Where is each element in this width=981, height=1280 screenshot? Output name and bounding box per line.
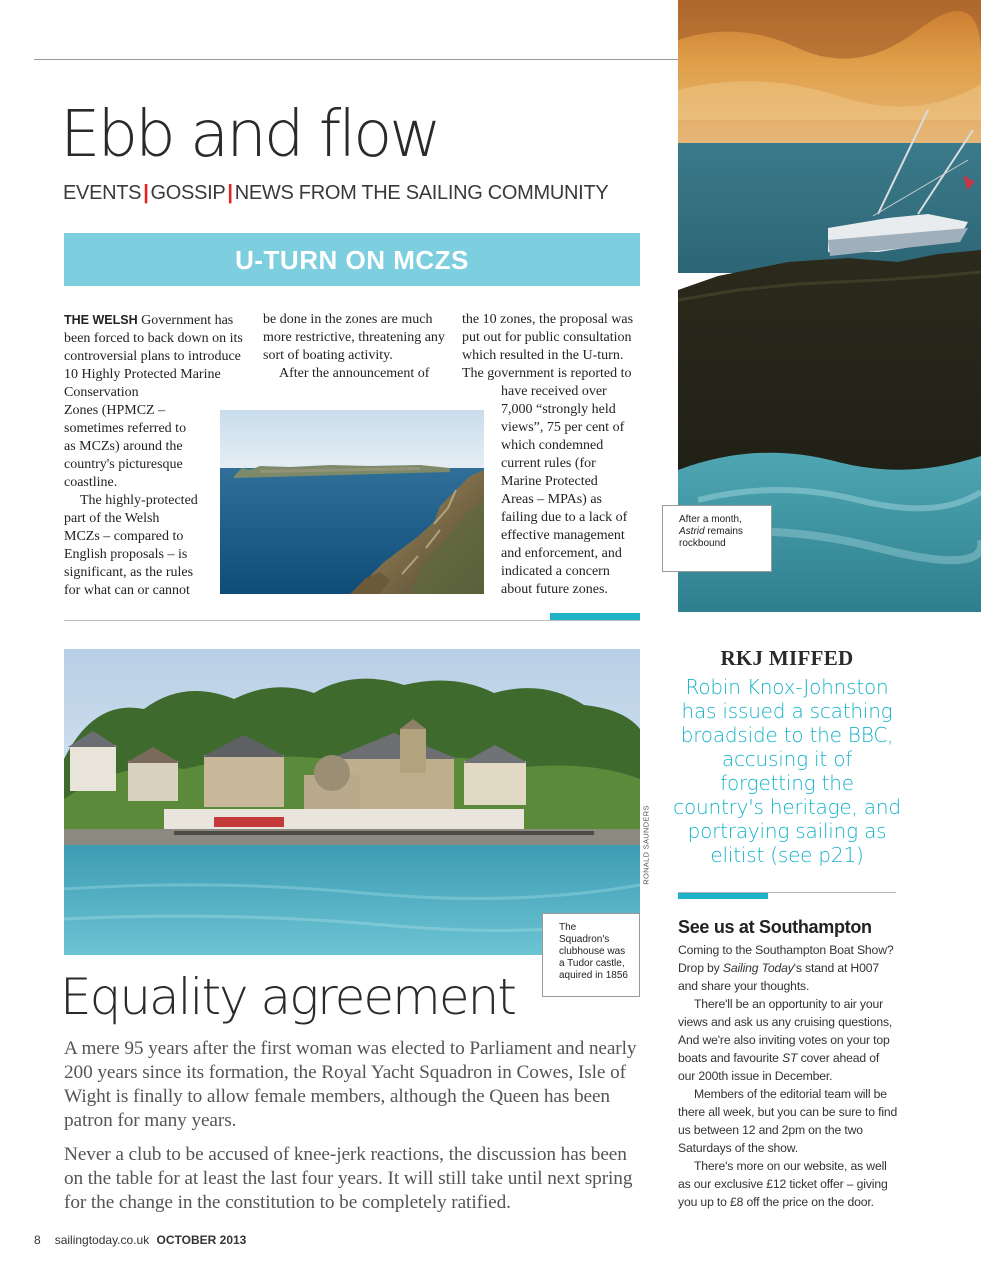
mcz-column-3 <box>462 311 642 599</box>
issue-date: OCTOBER 2013 <box>156 1233 247 1247</box>
mcz-paragraph-5-lines: have received over 7,000 “strongly held views”, 75 per cent of which condemned current rules (for Marine Protected Areas – MPAs) as failing due to a lack of effective management and enforcement, and indicated a concern about future zones. <box>501 384 628 597</box>
yacht-name: Astrid <box>679 526 705 537</box>
southampton-paragraph: There'll be an opportunity to air your views and ask us any cruising questions, And we're also inviting votes on your top boats and favourite ST cover ahead of our 200th issue in December. <box>678 997 893 1083</box>
magazine-abbrev: ST <box>782 1051 798 1065</box>
sidebar-accent-tab <box>678 893 768 899</box>
website: sailingtoday.co.uk <box>54 1233 150 1247</box>
mcz-paragraph-5: the 10 zones, the proposal was put out for public consultation which resulted in the U-turn. The government is reported to <box>462 312 634 381</box>
mcz-paragraph-3: be done in the zones are much more restrictive, threatening any sort of boating activity. <box>263 312 445 363</box>
cowes-waterfront-illustration <box>64 649 640 955</box>
mcz-banner: U-TURN ON MCZS <box>64 233 640 286</box>
kicker-news: NEWS FROM THE SAILING COMMUNITY <box>234 182 609 204</box>
rkj-pull-quote: Robin Knox-Johnston has issued a scathing broadside to the BBC, accusing it of forgetting the country's heritage, and portraying sailing as elitist (see p21) <box>673 675 901 867</box>
page-title: Ebb and flow <box>60 98 439 172</box>
mcz-paragraph-1-lines: Zones (HPMCZ – sometimes referred to as MCZs) around the country's picturesque coastline. <box>64 403 187 490</box>
royal-yacht-squadron-photo <box>64 649 640 955</box>
mcz-paragraph-1: THE WELSH Government has been forced to back down on its controversial plans to introduce 10 Highly Protected Marine Conservation <box>64 313 243 400</box>
kicker-events: EVENTS <box>63 182 142 204</box>
welsh-coast-photo <box>220 410 484 594</box>
rkj-heading: RKJ MIFFED <box>720 646 854 670</box>
welsh-coast-illustration <box>220 410 484 594</box>
magazine-name: Sailing Today <box>722 961 794 975</box>
mcz-paragraph-2-lines: part of the Welsh MCZs – compared to English proposals – is significant, as the rules for what can or cannot <box>64 511 194 598</box>
equality-paragraph-2: Never a club to be accused of knee-jerk reactions, the discussion has been on the table for at least the last four years. It will still take until next spring for the change in the constitution to be completely ratified. <box>64 1144 633 1213</box>
page-number: 8 <box>34 1233 41 1247</box>
southampton-paragraph: Coming to the Southampton Boat Show? Drop by Sailing Today's stand at H007 and share your thoughts. <box>678 943 894 993</box>
southampton-body <box>678 941 898 1211</box>
kicker-separator: | <box>227 182 233 204</box>
mcz-lead-in: THE WELSH <box>64 313 138 327</box>
equality-body <box>64 1037 646 1225</box>
mcz-paragraph-4: After the announcement of <box>279 366 430 381</box>
section-divider <box>64 620 640 621</box>
mcz-column-2 <box>263 311 447 383</box>
equality-title: Equality agreement <box>60 968 515 1026</box>
squadron-caption: The Squadron's clubhouse was a Tudor castle, aquired in 1856 <box>542 913 640 997</box>
mcz-paragraph-2: The highly-protected <box>80 493 198 508</box>
page-footer <box>34 1233 246 1247</box>
accent-tab <box>550 613 640 620</box>
top-rule <box>34 59 678 60</box>
photo-credit: RONALD SAUNDERS <box>641 805 651 885</box>
southampton-paragraph: Members of the editorial team will be there all week, but you can be sure to find us between 12 and 2pm on the two Saturdays of the show. <box>678 1087 898 1155</box>
mcz-column-1 <box>64 311 244 600</box>
southampton-heading: See us at Southampton <box>678 917 872 937</box>
kicker-separator: | <box>143 182 149 204</box>
kicker-gossip: GOSSIP <box>150 182 226 204</box>
southampton-paragraph: There's more on our website, as well as our exclusive £12 ticket offer – giving you up to £8 off the price on the door. <box>678 1159 888 1209</box>
astrid-caption: After a month, Astrid remains rockbound <box>662 505 772 572</box>
section-kicker <box>63 182 608 205</box>
equality-paragraph-1: A mere 95 years after the first woman was elected to Parliament and nearly 200 years since its formation, the Royal Yacht Squadron in Cowes, Isle of Wight is finally to allow female members, although the Queen has been patron for many years. <box>64 1038 637 1131</box>
